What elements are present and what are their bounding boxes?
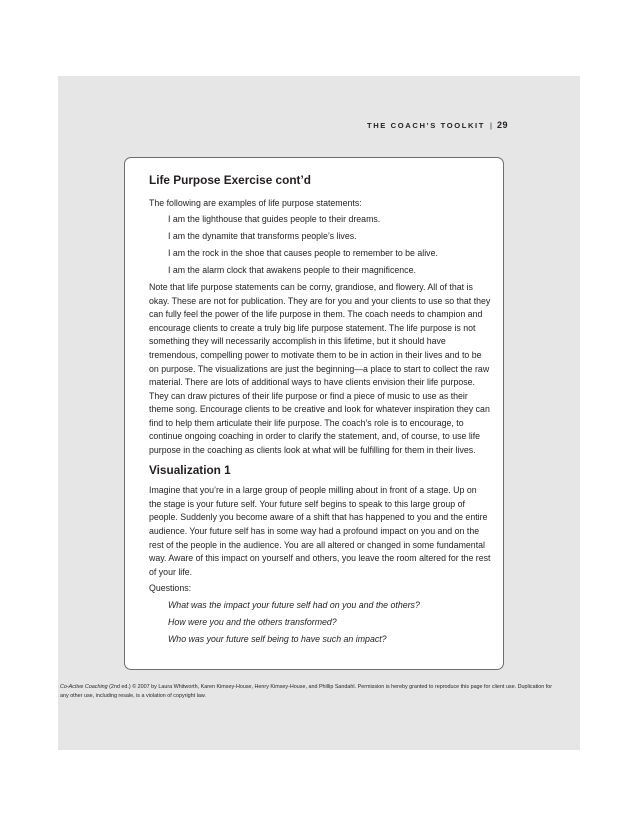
book-page (58, 76, 580, 750)
body-paragraph: Note that life purpose statements can be corny, grandiose, and flowery. All of that is okay. These are not for publication. They are for you and your clients to use so that they can fully feel the power of the life purpose in them. The coach needs to champion and encourage clients to create a truly big life purpose statement. The life purpose is not something they will necessarily accomplish in this lifetime, but it should have tremendous, compelling power to motivate them to be in action in their lives and to be on purpose. The visualizations are just the beginning—a place to start to collect the raw material. There are lots of additional ways to have clients envision their life purpose. They can draw pictures of their life purpose or find a piece of music to use as their theme song. Encourage clients to be creative and look for whatever inspiration they can find to help them articulate their life purpose. The coach’s role is to encourage, to continue ongoing coaching in order to clarify the statement, and, of course, to use life purpose in the coaching as clients look at what will be fulfilling for them in their lives. (149, 282, 491, 455)
running-head-title: THE COACH’S TOOLKIT (366, 121, 485, 130)
footnote-text: (2nd ed.) © 2007 by Laura Whitworth, Karen Kimsey-House, Henry Kimsey-House, and Phillip Sandahl. Permission is hereby granted to reproduce this page for client use. Duplication for any other use, including resale, is a violation of copyright law. (60, 684, 553, 699)
question-item: How were you and the others transformed? (168, 617, 337, 628)
example-statement: I am the dynamite that transforms people’s lives. (168, 230, 357, 241)
section-heading-life-purpose: Life Purpose Exercise cont’d (149, 173, 311, 187)
copyright-footnote (60, 683, 560, 701)
questions-label: Questions: (149, 583, 192, 594)
intro-text: The following are examples of life purpose statements: (149, 198, 362, 208)
footnote-book-title: Co-Active Coaching (60, 684, 108, 690)
exercise-box (124, 157, 504, 670)
visualization-paragraph: Imagine that you’re in a large group of people milling about in front of a stage. Up on the stage is your future self. Your future self begins to speak to this large group of people. Suddenly you become aware of a shift that has happened to you and the entire audience. Your future self has in some way had a profound impact on you and on the rest of the people in the audience. You are all altered or changed in some fundamental way. Aware of this impact on yourself and others, you leave the room altered for the rest of your life. (149, 485, 491, 577)
page-number: 29 (496, 120, 508, 130)
question-item: What was the impact your future self had on you and the others? (168, 600, 420, 611)
example-statement: I am the lighthouse that guides people to their dreams. (168, 213, 381, 224)
section-heading-visualization: Visualization 1 (149, 463, 231, 478)
running-head (58, 120, 508, 130)
example-statement: I am the rock in the shoe that causes people to remember to be alive. (168, 247, 438, 258)
example-statement: I am the alarm clock that awakens people to their magnificence. (168, 264, 416, 275)
running-head-separator: | (490, 121, 492, 130)
question-item: Who was your future self being to have such an impact? (168, 634, 387, 645)
